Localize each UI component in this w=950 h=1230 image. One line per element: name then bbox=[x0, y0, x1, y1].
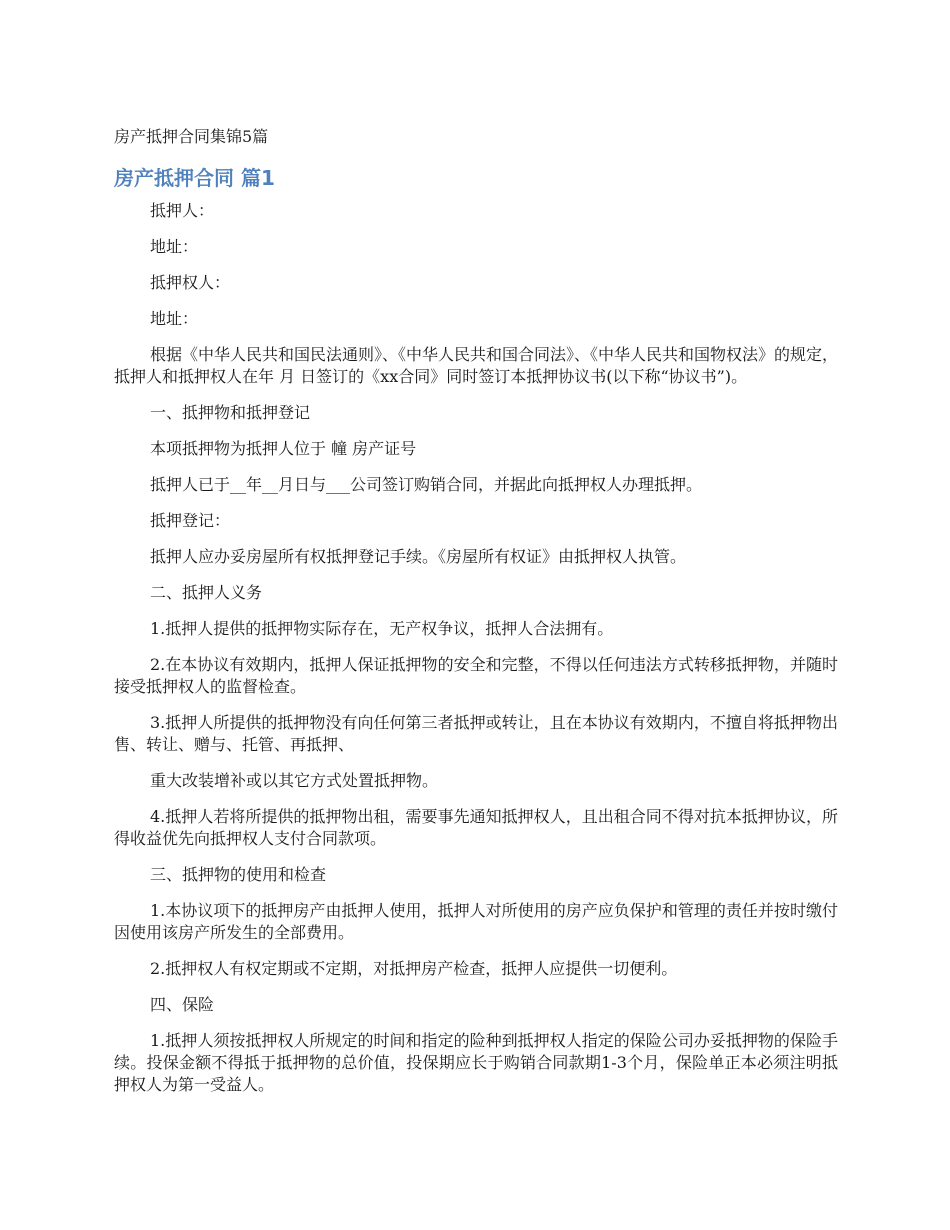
paragraph-purchase-contract: 抵押人已于__年__月日与___公司签订购销合同，并据此向抵押权人办理抵押。 bbox=[150, 475, 703, 494]
paragraph-usage-2: 2.抵押权人有权定期或不定期，对抵押房产检查，抵押人应提供一切便利。 bbox=[150, 959, 678, 978]
document-body bbox=[114, 200, 838, 1110]
paragraph-obligation-1: 1.抵押人提供的抵押物实际存在，无产权争议，抵押人合法拥有。 bbox=[150, 619, 614, 638]
paragraph-obligation-3: 3.抵押人所提供的抵押物没有向任何第三者抵押或转让，且在本协议有效期内，不擅自将抵押物出售、转让、赠与、托管、再抵押、 bbox=[114, 713, 838, 754]
paragraph-registration: 抵押人应办妥房屋所有权抵押登记手续。《房屋所有权证》由抵押权人执管。 bbox=[150, 547, 687, 566]
paragraph-obligation-4: 4.抵押人若将所提供的抵押物出租，需要事先通知抵押权人，且出租合同不得对抗本抵押协议，所得收益优先向抵押权人支付合同款项。 bbox=[114, 807, 838, 848]
paragraph-obligation-3-cont: 重大改装增补或以其它方式处置抵押物。 bbox=[150, 771, 439, 790]
paragraph-preamble: 根据《中华人民共和国民法通则》、《中华人民共和国合同法》、《中华人民共和国物权法》的规定，抵押人和抵押权人在年 月 日签订的《xx合同》同时签订本抵押协议书(以下称“协议书”)。 bbox=[114, 345, 839, 386]
paragraph-section-4-title: 四、保险 bbox=[150, 995, 215, 1014]
paragraph-section-2-title: 二、抵押人义务 bbox=[150, 583, 263, 602]
paragraph-mortgagor-address: 地址： bbox=[150, 237, 199, 256]
section-heading: 房产抵押合同 篇1 bbox=[114, 166, 275, 190]
paragraph-property-location: 本项抵押物为抵押人位于 幢 房产证号 bbox=[150, 439, 417, 458]
paragraph-mortgagor: 抵押人： bbox=[150, 201, 215, 220]
paragraph-section-3-title: 三、抵押物的使用和检查 bbox=[150, 865, 327, 884]
paragraph-mortgagee-address: 地址： bbox=[150, 309, 199, 328]
paragraph-section-1-title: 一、抵押物和抵押登记 bbox=[150, 403, 311, 422]
paragraph-usage-1: 1.本协议项下的抵押房产由抵押人使用，抵押人对所使用的房产应负保护和管理的责任并按时缴付因使用该房产所发生的全部费用。 bbox=[114, 901, 838, 942]
paragraph-mortgagee: 抵押权人： bbox=[150, 273, 231, 292]
document-title: 房产抵押合同集锦5篇 bbox=[114, 127, 269, 146]
paragraph-insurance-1: 1.抵押人须按抵押权人所规定的时间和指定的险种到抵押权人指定的保险公司办妥抵押物的保险手续。投保金额不得抵于抵押物的总价值，投保期应长于购销合同款期1-3个月，保险单正本必须注明抵押权人为第一受益人。 bbox=[114, 1031, 838, 1094]
paragraph-registration-label: 抵押登记： bbox=[150, 511, 231, 530]
paragraph-obligation-2: 2.在本协议有效期内，抵押人保证抵押物的安全和完整，不得以任何违法方式转移抵押物，并随时接受抵押权人的监督检查。 bbox=[114, 655, 838, 696]
